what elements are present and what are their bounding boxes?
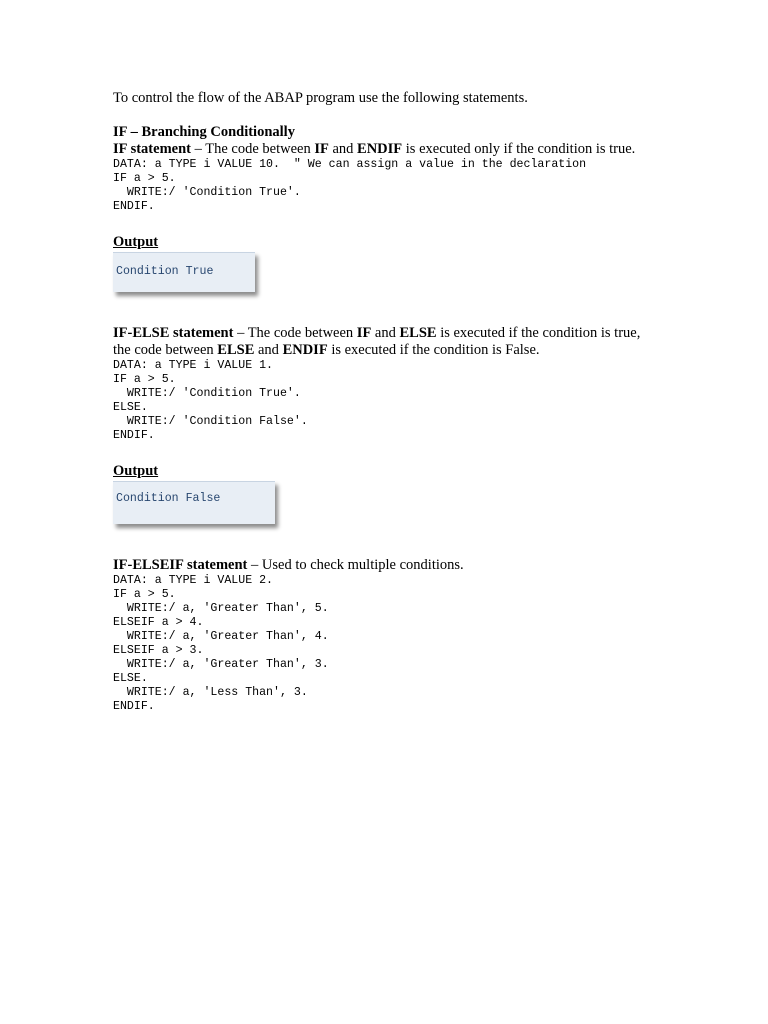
desc-text: and <box>254 342 283 358</box>
statement-name: IF-ELSE statement <box>113 325 234 341</box>
section-heading-if: IF – Branching Conditionally <box>113 124 295 140</box>
keyword: ENDIF <box>282 342 328 358</box>
output-window <box>113 481 275 524</box>
desc-text: is executed if the condition is False. <box>327 342 540 358</box>
code-declaration: DATA: a TYPE i VALUE 10. " We can assign a value in the declaration <box>113 158 587 171</box>
dash: – <box>247 557 262 573</box>
statement-name: IF-ELSEIF statement <box>113 557 248 573</box>
desc-text: Used to check multiple conditions. <box>261 557 464 573</box>
desc-text: and <box>371 325 400 341</box>
if-elseif-statement-description <box>113 557 653 574</box>
desc-text: is executed if the condition is true, the code between <box>113 325 641 358</box>
desc-text: and <box>328 141 358 157</box>
desc-text: The code between <box>205 141 315 157</box>
if-else-statement-description <box>113 325 653 359</box>
code-if-elseif-block: IF a > 5. WRITE:/ a, 'Greater Than', 5. ELSEIF a > 4. WRITE:/ a, 'Greater Than', 4. ELSEIF a > 3. WRITE:/ a, 'Greater Than', 3. ELSE. WRITE:/ a, 'Less Than', 3. ENDIF. <box>113 588 329 713</box>
if-statement-description <box>113 141 653 158</box>
dash: – <box>233 325 248 341</box>
desc-text: The code between <box>247 325 357 341</box>
output-label: Output <box>113 463 159 479</box>
output-window <box>113 252 255 292</box>
dash: – <box>190 141 206 157</box>
statement-name: IF statement <box>113 141 191 157</box>
code-declaration: DATA: a TYPE i VALUE 1. <box>113 359 274 372</box>
output-text: Condition True <box>116 265 214 278</box>
intro-text: To control the flow of the ABAP program use the following statements. <box>113 90 528 106</box>
keyword: ELSE <box>399 325 437 341</box>
code-if-else-block: IF a > 5. WRITE:/ 'Condition True'. ELSE. WRITE:/ 'Condition False'. ENDIF. <box>113 373 308 442</box>
output-text: Condition False <box>116 492 221 505</box>
keyword: IF <box>356 325 372 341</box>
output-label: Output <box>113 234 159 250</box>
code-if-block: IF a > 5. WRITE:/ 'Condition True'. ENDIF. <box>113 172 301 213</box>
keyword: IF <box>314 141 329 157</box>
document-page <box>113 90 653 714</box>
desc-text: is executed only if the condition is true. <box>402 141 636 157</box>
code-declaration: DATA: a TYPE i VALUE 2. <box>113 574 274 587</box>
keyword: ELSE <box>217 342 255 358</box>
keyword: ENDIF <box>357 141 403 157</box>
